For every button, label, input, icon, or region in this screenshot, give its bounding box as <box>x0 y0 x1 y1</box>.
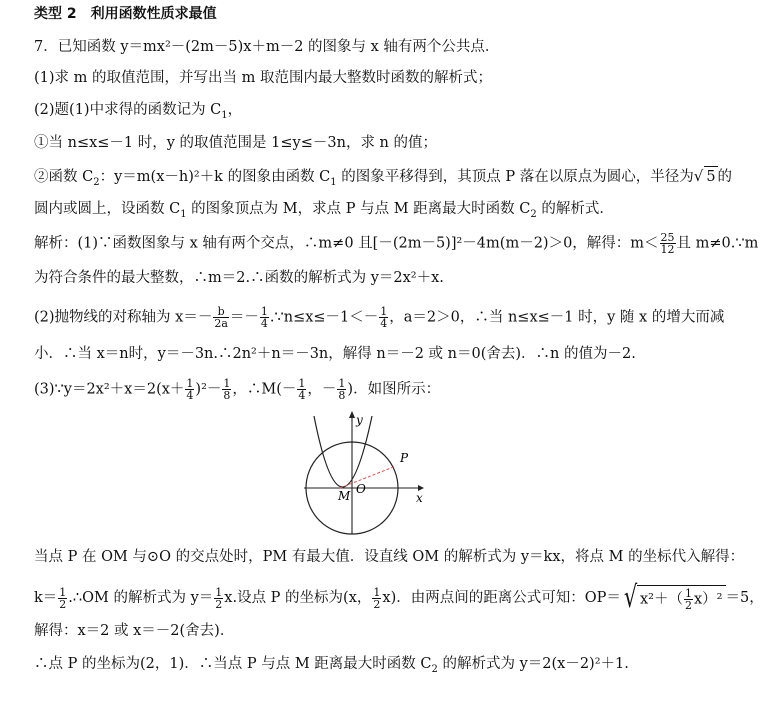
y-axis-arrow <box>349 411 355 418</box>
solution-line-3: (2)抛物线的对称轴为 x＝－ $\frac{b}{2a}$ ＝－ $\frac{1}{4}$ .∵n≤x≤－1＜－ $\frac{1}{4}$ ，a＝2＞0，∴当 n≤x≤－1 时，y 随 x 的增大而减 <box>34 305 725 330</box>
label-y: y <box>356 413 363 427</box>
sqrt-five: 5 <box>704 166 717 187</box>
problem-line-1: 7．已知函数 y＝mx²－(2m－5)x＋m－2 的图象与 x 轴有两个公共点． <box>34 39 500 55</box>
solution-line-9: ∴点 P 的坐标为(2，1)．∴当点 P 与点 M 距离最大时函数 $C_2$ 的解析式为 y＝2(x－2)²＋1. <box>34 656 629 675</box>
label-m: M <box>338 489 351 503</box>
solution-line-2: 为符合条件的最大整数，∴m＝2.∴函数的解析式为 y＝2x²＋x. <box>34 270 444 286</box>
solution-line-8: 解得：x＝2 或 x＝－2(舍去)． <box>34 623 235 639</box>
fraction: $\frac{25}{12}$ <box>660 231 675 256</box>
solution-line-6: 当点 P 在 OM 与⊙O 的交点处时，PM 有最大值．设直线 OM 的解析式为 y＝kx，将点 M 的坐标代入解得： <box>34 549 745 565</box>
type-label: 类型 2 <box>34 6 77 22</box>
section-heading <box>34 4 217 24</box>
parabola-curve <box>314 416 372 487</box>
solution-line-7: k＝ $\frac{1}{2}$ .∴OM 的解析式为 y＝ $\frac{1}{2}$ x.设点 P 的坐标为(x， $\frac{1}{2}$ x)．由两点间的距离公式可知：OP＝√ x²＋（ $\frac{1}{2}$ x）² ＝5， <box>34 580 764 615</box>
solution-line-1: 解析：(1)∵函数图象与 x 轴有两个交点，∴m≠0 且[－(2m－5)]²－4m(m－2)＞0，解得：m＜ $\frac{25}{12}$ 且 m≠0.∵m <box>34 231 759 256</box>
problem-line-2: (1)求 m 的取值范围，并写出当 m 取范围内最大整数时函数的解析式； <box>34 70 492 86</box>
problem-line-4: ①当 n≤x≤－1 时，y 的取值范围是 1≤y≤－3n，求 n 的值； <box>34 135 438 151</box>
solution-line-4: 小．∴当 x＝n时，y＝－3n.∴2n²＋n＝－3n，解得 n＝－2 或 n＝0(舍去)．∴n 的值为－2. <box>34 346 636 362</box>
problem-line-6: 圆内或圆上，设函数 $C_1$ 的图象顶点为 M，求点 P 与点 M 距离最大时函数 $C_2$ 的解析式． <box>34 201 614 220</box>
problem-line-3: (2)题(1)中求得的函数记为 $C_1$， <box>34 102 243 121</box>
problem-line-5: ②函数 $C_2$：y＝m(x－h)²＋k 的图象由函数 $C_1$ 的图象平移得到，其顶点 P 落在以原点为圆心，半径为√ 5 的 <box>34 167 733 188</box>
heading-title: 利用函数性质求最值 <box>90 6 217 22</box>
label-x: x <box>416 491 423 505</box>
distance-sqrt: √ x²＋（ $\frac{1}{2}$ x）² <box>621 583 726 613</box>
label-p: P <box>400 451 409 465</box>
solution-line-5: (3)∵y＝2x²＋x＝2(x＋ $\frac{1}{4}$ )²－ $\frac{1}{8}$ ，∴M(－ $\frac{1}{4}$ ，－ $\frac{1}{8}$ )．如图所示： <box>34 377 441 402</box>
label-o: O <box>356 482 366 496</box>
parabola-circle-figure <box>300 408 432 538</box>
